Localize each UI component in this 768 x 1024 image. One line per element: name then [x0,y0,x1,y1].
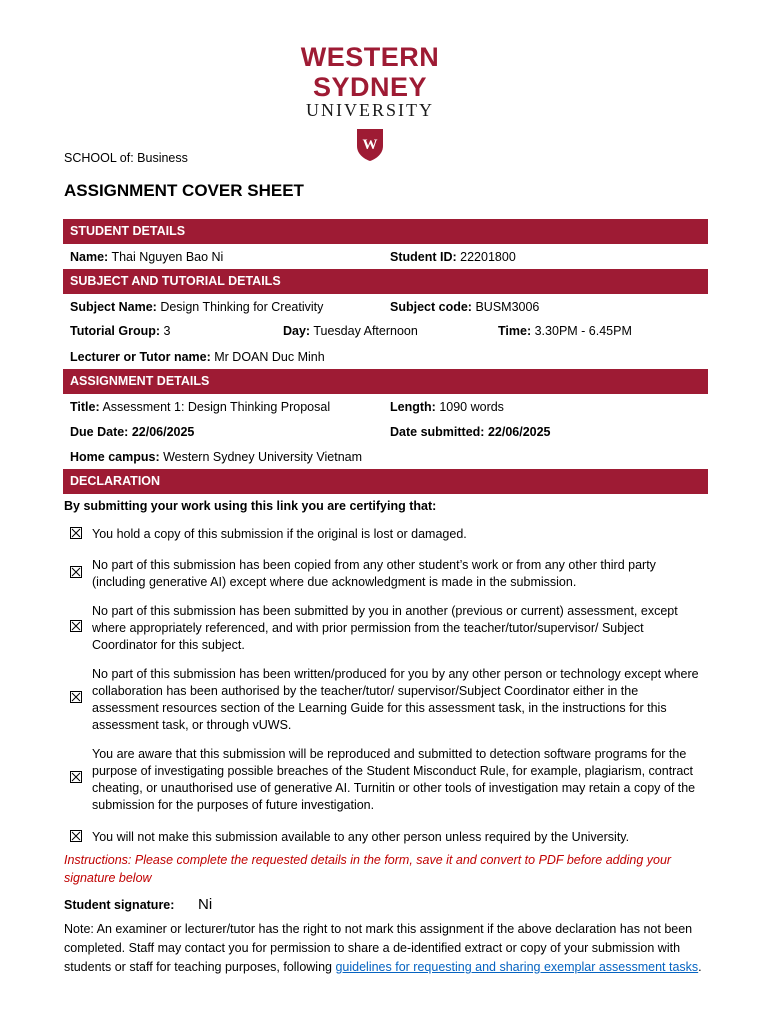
length-row [390,400,504,414]
declaration-item-text: No part of this submission has been copied from any other student’s work or from any other third party (including generative AI) except where due acknowledgment is made in the submission. [92,558,656,589]
time-row [498,324,632,338]
lecturer-value[interactable]: Mr DOAN Duc Minh [214,350,325,364]
assignment-title-value[interactable]: Assessment 1: Design Thinking Proposal [102,400,331,414]
student-id-label: Student ID: [390,250,457,264]
checkbox-checked-icon[interactable] [70,771,82,783]
subject-code-row [390,300,539,314]
home-campus-row [70,450,362,464]
section-header-student: STUDENT DETAILS [63,219,708,244]
time-label: Time: [498,324,532,338]
assignment-title-row [70,400,330,414]
declaration-item-text: No part of this submission has been submitted by you in another (previous or current) assessment, except where appropriately referenced, and with prior permission from the teacher/tutor/supervisor/ Subject Coordinator for this subject. [92,604,678,652]
home-campus-label: Home campus: [70,450,160,464]
tutorial-group-value[interactable]: 3 [163,324,171,338]
checkbox-checked-icon[interactable] [70,830,82,842]
due-date-value[interactable]: 22/06/2025 [131,425,195,439]
student-name-label: Name: [70,250,109,264]
tutorial-group-label: Tutorial Group: [70,324,161,338]
time-value[interactable]: 3.30PM - 6.45PM [534,324,632,338]
student-id-value[interactable]: 22201800 [460,250,516,264]
lecturer-row [70,350,325,364]
declaration-item-text: You hold a copy of this submission if the original is lost or damaged. [92,527,467,541]
subject-name-value[interactable]: Design Thinking for Creativity [160,300,324,314]
day-value[interactable]: Tuesday Afternoon [313,324,418,338]
declaration-heading: By submitting your work using this link you are certifying that: [64,499,437,513]
subject-name-row [70,300,323,314]
student-name-row [70,250,223,264]
lecturer-label: Lecturer or Tutor name: [70,350,211,364]
length-value[interactable]: 1090 words [439,400,504,414]
due-date-row [70,425,194,439]
subject-name-label: Subject Name: [70,300,157,314]
home-campus-value[interactable]: Western Sydney University Vietnam [163,450,363,464]
svg-text:W: W [362,137,378,153]
logo-wordmark: WESTERN SYDNEY [300,42,440,102]
declaration-item-text: You will not make this submission available to any other person unless required by the University. [92,830,630,844]
tutorial-group-row [70,324,170,338]
day-label: Day: [283,324,311,338]
signature-label: Student signature: [64,898,175,912]
signature-field[interactable]: Ni [198,896,213,913]
declaration-item-text: You are aware that this submission will be reproduced and submitted to detection software programs for the purpose of investigating possible breaches of the Student Misconduct Rule, for example, plagiarism, contract cheating, or unauthorised use of generative AI. Turnitin or other tools of investigation may retain a copy of the submission for the purposes of future investigation. [92,747,696,812]
student-id-row [390,250,516,264]
subject-code-value[interactable]: BUSM3006 [475,300,540,314]
checkbox-checked-icon[interactable] [70,620,82,632]
section-header-assignment: ASSIGNMENT DETAILS [63,369,708,394]
university-logo [240,36,500,153]
declaration-item-text: No part of this submission has been written/produced for you by any other person or technology except where collaboration has been authorised by the teacher/tutor/ supervisor/Subject Coordinator either in the assessment resources section of the Learning Guide for this assessment task, in the instructions for this assessment task, or through vUWS. [92,667,699,732]
checkbox-checked-icon[interactable] [70,527,82,539]
checkbox-checked-icon[interactable] [70,691,82,703]
instructions-label: Instructions [64,853,128,867]
instructions-body: : Please complete the requested details in the form, save it and convert to PDF before adding your signature below [64,853,672,885]
student-name-value[interactable]: Thai Nguyen Bao Ni [111,250,224,264]
section-header-subject: SUBJECT AND TUTORIAL DETAILS [63,269,708,294]
shield-crest-icon [356,128,384,162]
due-date-label: Due Date: [70,425,129,439]
school-name: SCHOOL of: Business [64,151,188,165]
day-row [283,324,418,338]
assignment-title-label: Title: [70,400,100,414]
note-text: Note: An examiner or lecturer/tutor has the right to not mark this assignment if the above declaration has not been completed. Staff may contact you for permission to share a de-identified extract or copy of your submission with students or staff for teaching purposes, following [64,922,693,974]
logo-subtitle: UNIVERSITY [306,100,434,120]
length-label: Length: [390,400,436,414]
checkbox-checked-icon[interactable] [70,566,82,578]
date-submitted-value[interactable]: 22/06/2025 [487,425,551,439]
note-paragraph [64,920,704,977]
page-title: ASSIGNMENT COVER SHEET [64,181,304,200]
section-header-declaration: DECLARATION [63,469,708,494]
instructions-text [64,851,704,887]
subject-code-label: Subject code: [390,300,472,314]
date-submitted-label: Date submitted: [390,425,485,439]
note-end: . [698,960,702,974]
date-submitted-row [390,425,551,439]
guidelines-link[interactable]: guidelines for requesting and sharing exemplar assessment tasks [335,960,699,974]
